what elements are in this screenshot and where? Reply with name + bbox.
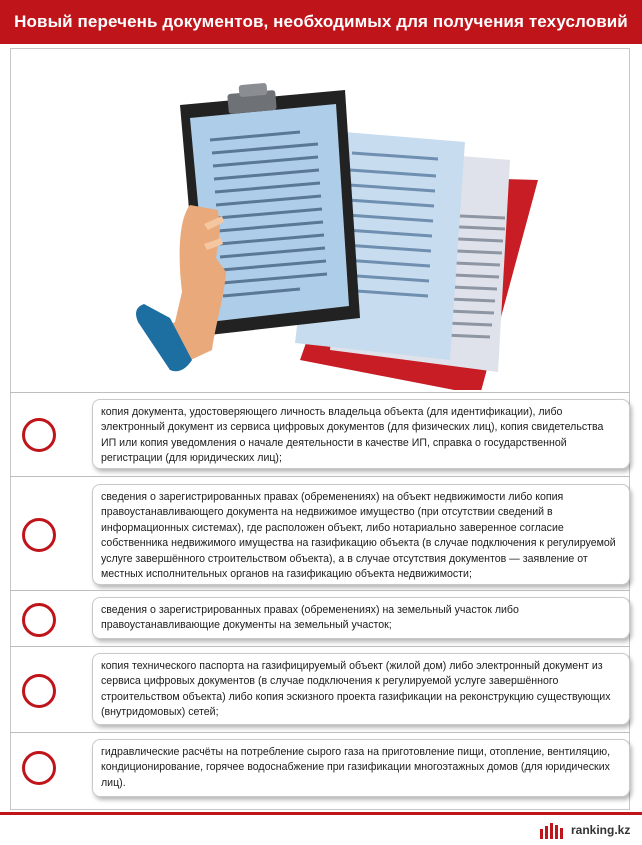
- header-banner: [0, 0, 642, 44]
- footer-divider: [0, 812, 642, 815]
- list-item-text: сведения о зарегистрированных правах (обременениях) на земельный участок либо правоустанавливающие документы на земельный участок;: [92, 597, 630, 639]
- list-row: [10, 392, 630, 477]
- ranking-logo-icon: [540, 821, 566, 839]
- list-item-text: сведения о зарегистрированных правах (обременениях) на объект недвижимости либо копия правоустанавливающего документа на недвижимое имущество (при отсутствии сведений в информационных системах), где расположен объект, либо нотариально заверенное согласие собственника недвижимого имущества на газификацию объекта (в случае подключения к регулируемой услуге завершённого строительством объекта), а в случае отсутствия документов — заявление от местных исполнительных органов на газификацию объекта недвижимости;: [92, 484, 630, 585]
- logo-text: ranking.kz: [571, 823, 631, 837]
- list-row: [10, 476, 630, 591]
- list-row: [10, 646, 630, 733]
- list-row: [10, 590, 630, 647]
- circle-marker-icon: [22, 603, 56, 637]
- circle-marker-icon: [22, 751, 56, 785]
- documents-illustration: [120, 60, 560, 390]
- list-row: [10, 732, 630, 809]
- list-item-text: копия технического паспорта на газифицируемый объект (жилой дом) либо электронный документ из сервиса цифровых документов (в случае подключения к регулируемой услуге завершённого строительством объекта) либо копия эскизного проекта газификации на реконструкцию существующих (внутридомовых) сетей;: [92, 653, 630, 725]
- hand: [136, 205, 226, 371]
- circle-marker-icon: [22, 674, 56, 708]
- circle-marker-icon: [22, 418, 56, 452]
- list-item-text: копия документа, удостоверяющего личность владельца объекта (для идентификации), либо электронный документ из сервиса цифровых документов (для физических лиц), копия свидетельства ИП или копия уведомления о начале деятельности в качестве ИП, справка о государственной регистрации (для юридических лиц);: [92, 399, 630, 469]
- ranking-logo: [540, 818, 630, 842]
- list-item-text: гидравлические расчёты на потребление сырого газа на приготовление пищи, отопление, вентиляцию, кондиционирование, горячее водоснабжение при газификации многоэтажных домов (для юридических лиц).: [92, 739, 630, 797]
- circle-marker-icon: [22, 518, 56, 552]
- page-title: Новый перечень документов, необходимых для получения техусловий: [14, 12, 628, 31]
